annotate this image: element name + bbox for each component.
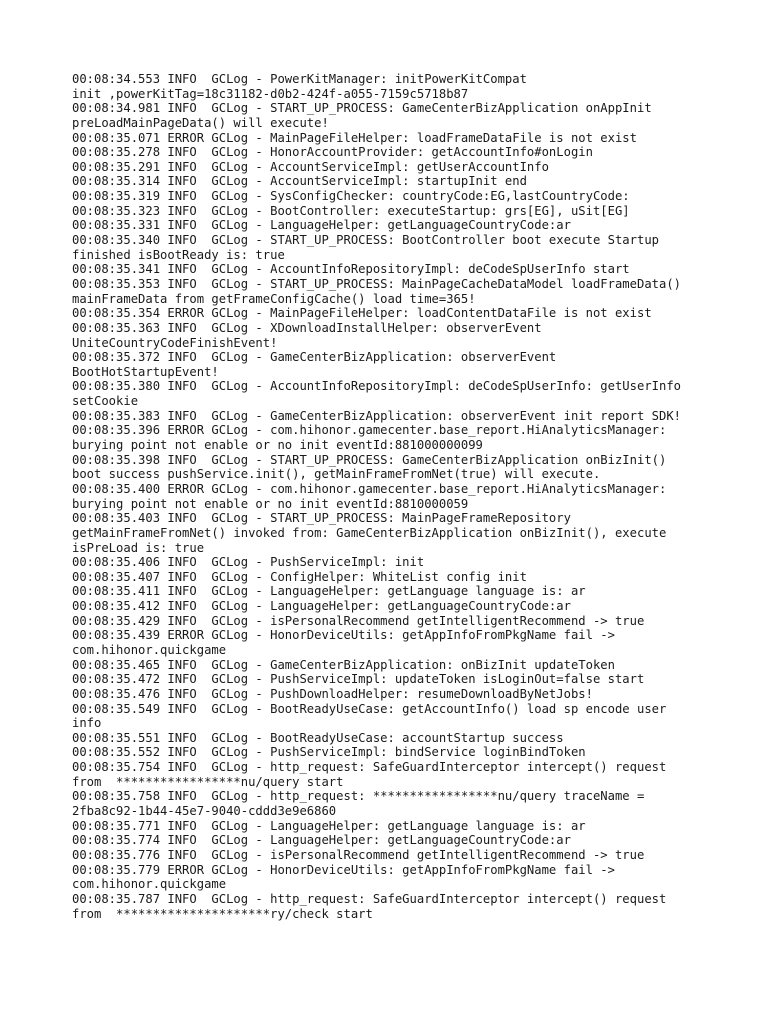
log-line: 00:08:35.291 INFO GCLog - AccountServiceImpl: getUserAccountInfo: [72, 159, 549, 174]
log-line: 00:08:35.552 INFO GCLog - PushServiceImpl: bindService loginBindToken: [72, 745, 586, 760]
log-line: 00:08:35.396 ERROR GCLog - com.hihonor.gamecenter.base_report.HiAnalyticsManager:: [72, 423, 667, 438]
log-text-block: [72, 72, 712, 921]
log-line: 00:08:35.439 ERROR GCLog - HonorDeviceUtils: getAppInfoFromPkgName fail ->: [72, 628, 615, 643]
log-line: 00:08:35.776 INFO GCLog - isPersonalRecommend getIntelligentRecommend -> true: [72, 847, 645, 862]
log-line: 00:08:35.363 INFO GCLog - XDownloadInstallHelper: observerEvent: [72, 320, 542, 335]
log-line: 00:08:35.398 INFO GCLog - START_UP_PROCESS: GameCenterBizApplication onBizInit(): [72, 452, 667, 467]
log-line: 00:08:35.340 INFO GCLog - START_UP_PROCESS: BootController boot execute Startup: [72, 233, 659, 248]
log-line: 00:08:35.319 INFO GCLog - SysConfigChecker: countryCode:EG,lastCountryCode:: [72, 189, 630, 204]
log-line: 00:08:35.341 INFO GCLog - AccountInfoRepositoryImpl: deCodeSpUserInfo start: [72, 262, 630, 277]
log-line: UniteCountryCodeFinishEvent!: [72, 335, 278, 350]
log-line: 00:08:35.476 INFO GCLog - PushDownloadHelper: resumeDownloadByNetJobs!: [72, 686, 593, 701]
log-line: 00:08:35.071 ERROR GCLog - MainPageFileHelper: loadFrameDataFile is not exist: [72, 130, 637, 145]
log-line: 00:08:35.754 INFO GCLog - http_request: SafeGuardInterceptor intercept() request: [72, 760, 667, 775]
log-line: info: [72, 716, 102, 731]
log-line: 00:08:35.779 ERROR GCLog - HonorDeviceUtils: getAppInfoFromPkgName fail ->: [72, 862, 615, 877]
log-line: boot success pushService.init(), getMainFrameFromNet(true) will execute.: [72, 467, 601, 482]
log-line: 00:08:35.429 INFO GCLog - isPersonalRecommend getIntelligentRecommend -> true: [72, 613, 645, 628]
log-line: 00:08:35.412 INFO GCLog - LanguageHelper: getLanguageCountryCode:ar: [72, 599, 571, 614]
log-line: 00:08:35.774 INFO GCLog - LanguageHelper: getLanguageCountryCode:ar: [72, 833, 571, 848]
log-line: from *****************nu/query start: [72, 774, 344, 789]
log-line: 00:08:35.411 INFO GCLog - LanguageHelper: getLanguage language is: ar: [72, 584, 586, 599]
log-line: 00:08:35.400 ERROR GCLog - com.hihonor.gamecenter.base_report.HiAnalyticsManager:: [72, 481, 667, 496]
log-line: 00:08:35.354 ERROR GCLog - MainPageFileHelper: loadContentDataFile is not exist: [72, 306, 652, 321]
log-line: 00:08:35.380 INFO GCLog - AccountInfoRepositoryImpl: deCodeSpUserInfo: getUserInfo: [72, 379, 682, 394]
log-line: finished isBootReady is: true: [72, 247, 285, 262]
log-line: preLoadMainPageData() will execute!: [72, 115, 329, 130]
log-line: 00:08:35.278 INFO GCLog - HonorAccountProvider: getAccountInfo#onLogin: [72, 145, 593, 160]
log-line: 00:08:35.551 INFO GCLog - BootReadyUseCase: accountStartup success: [72, 730, 564, 745]
log-line: 00:08:35.549 INFO GCLog - BootReadyUseCase: getAccountInfo() load sp encode user: [72, 701, 667, 716]
log-line: mainFrameData from getFrameConfigCache() load time=365!: [72, 291, 476, 306]
log-line: burying point not enable or no init eventId:8810000059: [72, 496, 469, 511]
log-line: 00:08:35.353 INFO GCLog - START_UP_PROCESS: MainPageCacheDataModel loadFrameData(): [72, 276, 682, 291]
log-line: 00:08:35.787 INFO GCLog - http_request: SafeGuardInterceptor intercept() request: [72, 891, 667, 906]
log-line: setCookie: [72, 394, 139, 409]
log-line: 00:08:35.758 INFO GCLog - http_request: *****************nu/query traceName =: [72, 789, 645, 804]
log-line: getMainFrameFromNet() invoked from: GameCenterBizApplication onBizInit(), execute: [72, 525, 667, 540]
log-line: 00:08:35.323 INFO GCLog - BootController: executeStartup: grs[EG], uSit[EG]: [72, 203, 630, 218]
log-line: 00:08:35.403 INFO GCLog - START_UP_PROCESS: MainPageFrameRepository: [72, 511, 571, 526]
log-line: 00:08:35.771 INFO GCLog - LanguageHelper: getLanguage language is: ar: [72, 818, 586, 833]
log-line: BootHotStartupEvent!: [72, 364, 219, 379]
log-line: 00:08:35.465 INFO GCLog - GameCenterBizApplication: onBizInit updateToken: [72, 657, 615, 672]
log-line: 00:08:35.472 INFO GCLog - PushServiceImpl: updateToken isLoginOut=false start: [72, 672, 645, 687]
log-line: 2fba8c92-1b44-45e7-9040-cddd3e9e6860: [72, 804, 337, 819]
log-line: init ,powerKitTag=18c31182-d0b2-424f-a055-7159c5718b87: [72, 86, 469, 101]
log-line: 00:08:34.981 INFO GCLog - START_UP_PROCESS: GameCenterBizApplication onAppInit: [72, 101, 652, 116]
log-line: isPreLoad is: true: [72, 540, 205, 555]
log-line: 00:08:35.383 INFO GCLog - GameCenterBizApplication: observerEvent init report SDK!: [72, 408, 682, 423]
log-line: 00:08:35.372 INFO GCLog - GameCenterBizApplication: observerEvent: [72, 350, 557, 365]
log-line: 00:08:34.553 INFO GCLog - PowerKitManager: initPowerKitCompat: [72, 72, 527, 86]
log-line: 00:08:35.331 INFO GCLog - LanguageHelper: getLanguageCountryCode:ar: [72, 218, 571, 233]
log-line: 00:08:35.314 INFO GCLog - AccountServiceImpl: startupInit end: [72, 174, 527, 189]
log-line: com.hihonor.quickgame: [72, 642, 227, 657]
log-line: burying point not enable or no init eventId:881000000099: [72, 438, 483, 453]
log-line: 00:08:35.407 INFO GCLog - ConfigHelper: WhiteList config init: [72, 569, 527, 584]
log-line: from *********************ry/check start: [72, 906, 373, 921]
log-line: 00:08:35.406 INFO GCLog - PushServiceImpl: init: [72, 555, 425, 570]
log-line: com.hihonor.quickgame: [72, 877, 227, 892]
